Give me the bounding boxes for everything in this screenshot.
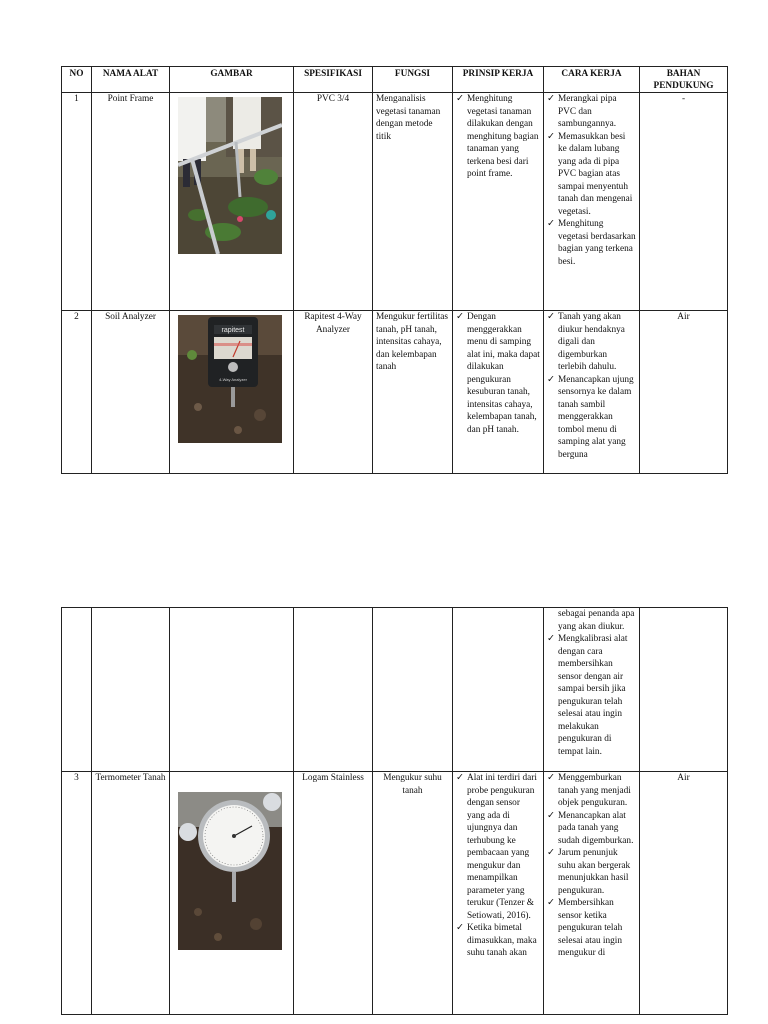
check-icon: ✓ <box>547 634 555 644</box>
continued-text: sebagai penanda apa yang akan diukur. <box>558 609 635 632</box>
check-icon: ✓ <box>456 312 464 322</box>
list-item: ✓ Tanah yang akan diukur hendaknya digali dan digemburkan terlebih dahulu. <box>547 312 625 372</box>
cell-spesifikasi: Logam Stainless <box>294 772 373 1015</box>
header-row <box>62 67 728 93</box>
list-item: ✓ Membersihkan sensor ketika pengukuran telah selesai atau ingin mengukur di <box>547 898 623 958</box>
cell-gambar <box>170 93 294 311</box>
cell-nama-alat: Termometer Tanah <box>92 772 170 1015</box>
list-item: ✓ Merangkai pipa PVC dan sambungannya. <box>547 94 617 129</box>
header-fungsi: FUNGSI <box>373 67 453 93</box>
cell-cara-kerja <box>544 608 640 772</box>
cell-spesifikasi: Rapitest 4-Way Analyzer <box>294 311 373 474</box>
list-item: ✓ Menghitung vegetasi tanaman dilakukan dengan menghitung bagian tanaman yang terkena besi dari point frame. <box>456 94 539 179</box>
cell-bahan-pendukung: - <box>640 93 728 311</box>
list-item: ✓ Menancapkan ujung sensornya ke dalam tanah sambil menggerakkan tombol menu di samping alat yang berguna <box>547 374 634 460</box>
header-spesifikasi: SPESIFIKASI <box>294 67 373 93</box>
check-icon: ✓ <box>547 312 555 322</box>
check-icon: ✓ <box>547 898 555 908</box>
soil-thermometer-photo <box>178 792 282 950</box>
check-icon: ✓ <box>547 374 555 385</box>
list-item: ✓ Menancapkan alat pada tanah yang sudah digemburkan. <box>547 810 634 846</box>
cell-fungsi: Mengukur suhu tanah <box>373 772 453 1015</box>
list-item: ✓ Mengkalibrasi alat dengan cara membersihkan sensor dengan air sampai bersih jika pengukuran telah selesai atau ingin melakukan pengukuran di tempat lain. <box>547 634 628 757</box>
check-icon: ✓ <box>547 810 555 821</box>
header-no: NO <box>62 67 92 93</box>
list-item: ✓ Menggemburkan tanah yang menjadi objek pengukuran. <box>547 773 631 808</box>
cell-nama-alat: Soil Analyzer <box>92 311 170 474</box>
list-item: ✓ Dengan menggerakkan menu di samping alat ini, maka dapat dilakukan pengukuran kesuburan tanah, intensitas cahaya, kelembapan tanah, dan pH tanah. <box>456 312 540 435</box>
list-item: ✓ Ketika bimetal dimasukkan, maka suhu tanah akan <box>456 923 537 958</box>
table-row <box>62 772 728 1015</box>
cell-no: 1 <box>62 93 92 311</box>
check-icon: ✓ <box>547 219 555 229</box>
point-frame-photo <box>178 97 282 254</box>
cell-gambar <box>170 772 294 1015</box>
cell-bahan-pendukung: Air <box>640 772 728 1015</box>
table-row-continuation <box>62 608 728 772</box>
cell-nama-alat: Point Frame <box>92 93 170 311</box>
header-cara-kerja: CARA KERJA <box>544 67 640 93</box>
equipment-table-part-2 <box>61 607 728 1015</box>
cell-gambar <box>170 311 294 474</box>
soil-analyzer-photo <box>178 315 282 443</box>
check-icon: ✓ <box>456 94 464 104</box>
cell-prinsip-kerja <box>453 93 544 311</box>
check-icon: ✓ <box>456 773 464 783</box>
table-row <box>62 93 728 311</box>
check-icon: ✓ <box>547 848 555 858</box>
cell-fungsi: Menganalisis vegetasi tanaman dengan metode titik <box>373 93 453 311</box>
check-icon: ✓ <box>547 131 555 142</box>
list-item: ✓ Alat ini terdiri dari probe pengukuran dengan sensor yang ada di ujungnya dan terhubung ke pembacaan yang mengukur dan menampilkan parameter yang terukur (Tenzer & Setiowati, 2016). <box>456 773 537 921</box>
cell-cara-kerja <box>544 311 640 474</box>
cell-prinsip-kerja <box>453 311 544 474</box>
cell-cara-kerja <box>544 93 640 311</box>
device-model-label: 4-Way Analyzer <box>219 377 247 382</box>
header-prinsip-kerja: PRINSIP KERJA <box>453 67 544 93</box>
cell-no: 3 <box>62 772 92 1015</box>
cell-spesifikasi: PVC 3/4 <box>294 93 373 311</box>
check-icon: ✓ <box>547 94 555 104</box>
cell-prinsip-kerja <box>453 772 544 1015</box>
check-icon: ✓ <box>456 923 464 933</box>
header-gambar: GAMBAR <box>170 67 294 93</box>
device-brand-label: rapitest <box>221 327 245 334</box>
cell-no: 2 <box>62 311 92 474</box>
cell-bahan-pendukung: Air <box>640 311 728 474</box>
header-bahan-pendukung: BAHAN PENDUKUNG <box>640 67 728 93</box>
cell-fungsi: Mengukur fertilitas tanah, pH tanah, intensitas cahaya, dan kelembapan tanah <box>373 311 453 474</box>
cell-cara-kerja <box>544 772 640 1015</box>
table-row <box>62 311 728 474</box>
equipment-table-part-1 <box>61 66 728 474</box>
header-nama-alat: NAMA ALAT <box>92 67 170 93</box>
list-item: ✓ Memasukkan besi ke dalam lubang yang ada di pipa PVC bagian atas sampai menyentuh tanah dan mengenai vegetasi. <box>547 131 633 217</box>
check-icon: ✓ <box>547 773 555 783</box>
list-item: ✓ Jarum penunjuk suhu akan bergerak menunjukkan hasil pengukuran. <box>547 848 631 896</box>
list-item: ✓ Menghitung vegetasi berdasarkan bagian yang terkena besi. <box>547 219 636 267</box>
